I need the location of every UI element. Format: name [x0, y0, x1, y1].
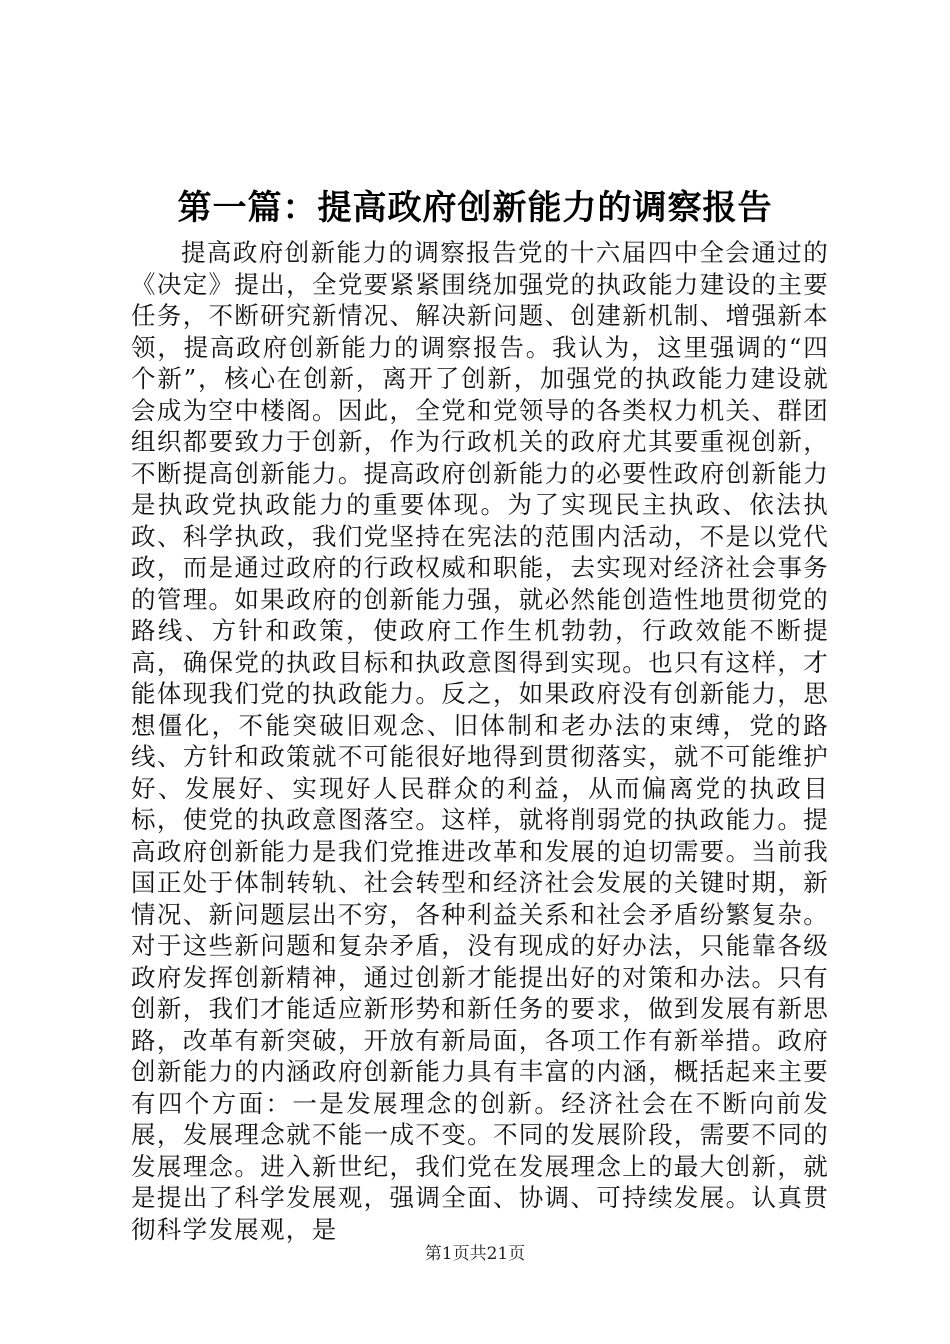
page-number: 第1页 [424, 1244, 470, 1264]
page-title: 第一篇：提高政府创新能力的调察报告 [177, 188, 773, 228]
page-footer [0, 1242, 950, 1266]
page-total: 共21页 [469, 1244, 526, 1264]
body-paragraph: 提高政府创新能力的调察报告党的十六届四中全会通过的《决定》提出，全党要紧紧围绕加强党的执政能力建设的主要任务，不断研究新情况、解决新问题、创建新机制、增强新本领，提高政府创新能力的调察报告。我认为，这里强调的“四个新”，核心在创新，离开了创新，加强党的执政能力建设就会成为空中楼阁。因此，全党和党领导的各类权力机关、群团组织都要致力于创新，作为行政机关的政府尤其要重视创新，不断提高创新能力。提高政府创新能力的必要性政府创新能力是执政党执政能力的重要体现。为了实现民主执政、依法执政、科学执政，我们党坚持在宪法的范围内活动，不是以党代政，而是通过政府的行政权威和职能，去实现对经济社会事务的管理。如果政府的创新能力强，就必然能创造性地贯彻党的路线、方针和政策，使政府工作生机勃勃，行政效能不断提高，确保党的执政目标和执政意图得到实现。也只有这样，才能体现我们党的执政能力。反之，如果政府没有创新能力，思想僵化，不能突破旧观念、旧体制和老办法的束缚，党的路线、方针和政策就不可能很好地得到贯彻落实，就不可能维护好、发展好、实现好人民群众的利益，从而偏离党的执政目标，使党的执政意图落空。这样，就将削弱党的执政能力。提高政府创新能力是我们党推进改革和发展的迫切需要。当前我国正处于体制转轨、社会转型和经济社会发展的关键时期，新情况、新问题层出不穷，各种利益关系和社会矛盾纷繁复杂。对于这些新问题和复杂矛盾，没有现成的好办法，只能靠各级政府发挥创新精神，通过创新才能提出好的对策和办法。只有创新，我们才能适应新形势和新任务的要求，做到发展有新思路，改革有新突破，开放有新局面，各项工作有新举措。政府创新能力的内涵政府创新能力具有丰富的内涵，概括起来主要有四个方面：一是发展理念的创新。经济社会在不断向前发展，发展理念就不能一成不变。不同的发展阶段，需要不同的发展理念。进入新世纪，我们党在发展理念上的最大创新，就是提出了科学发展观，强调全面、协调、可持续发展。认真贯彻科学发展观，是 [131, 238, 829, 1244]
